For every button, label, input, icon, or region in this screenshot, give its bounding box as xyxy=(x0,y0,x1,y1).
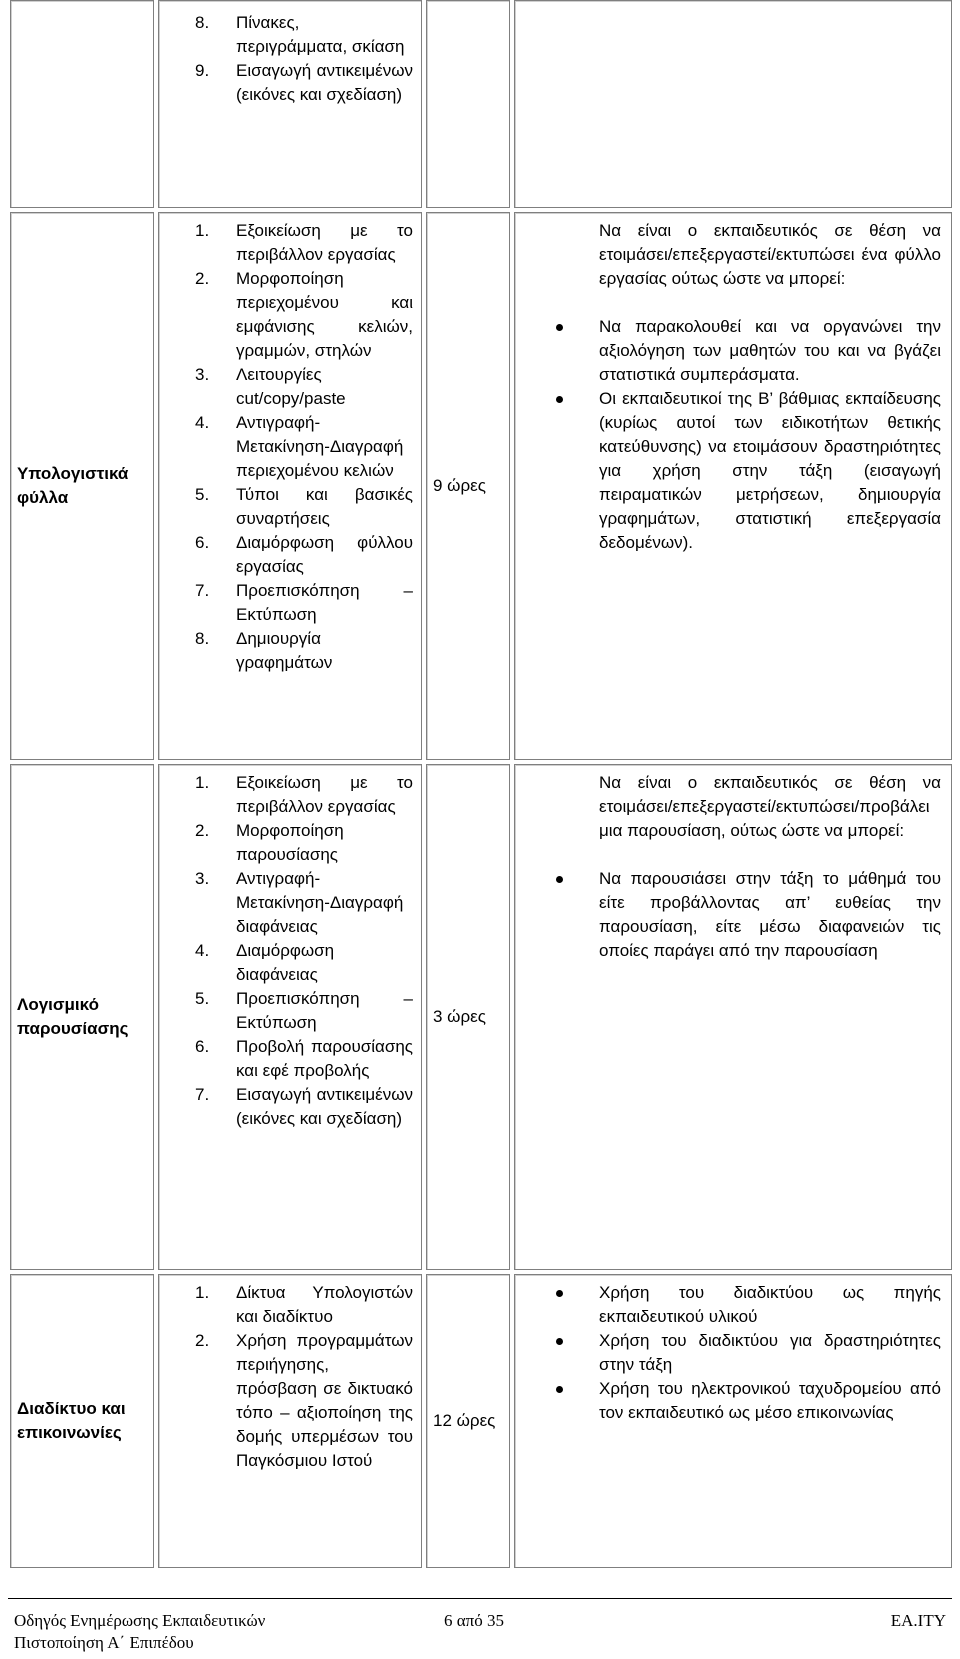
description-block xyxy=(599,219,941,555)
category-cell xyxy=(10,764,154,1270)
list-item: 1. Δίκτυα Υπολογιστών και διαδίκτυο xyxy=(195,1283,413,1326)
list-item: 5. Τύποι και βασικές συναρτήσεις xyxy=(195,485,413,528)
footer-divider xyxy=(8,1598,952,1599)
page-number: 6 από 35 xyxy=(444,1611,504,1630)
description-block xyxy=(599,1281,941,1425)
list-item: 9. Εισαγωγή αντικειμένων (εικόνες και σχεδίαση) xyxy=(195,61,413,104)
list-item: 2. Μορφοποίηση παρουσίασης xyxy=(195,821,344,864)
list-item: 8. Πίνακες, περιγράμματα, σκίαση xyxy=(195,13,405,56)
footer-organization: ΕΑ.ΙΤΥ xyxy=(890,1611,946,1630)
list-item: 3. Λειτουργίες cut/copy/paste xyxy=(195,365,346,408)
topics-cell xyxy=(158,764,422,1270)
bullet-icon xyxy=(556,396,563,403)
description-cell xyxy=(514,1274,952,1568)
footer-left xyxy=(14,1610,265,1654)
list-item: Οι εκπαιδευτικοί της Β’ βάθμιας εκπαίδευσης (κυρίως αυτοί των ειδικοτήτων θετικής κατεύθυνσης) να ετοιμάσουν δραστηριότητες για χρήση στην τάξη (εισαγωγή πειραματικών μετρήσεων, δημιουργία γραφημάτων, στατιστική επεξεργασία δεδομένων). xyxy=(599,387,941,555)
category-label: Υπολογιστικά φύλλα xyxy=(17,464,129,507)
description-intro: Να είναι ο εκπαιδευτικός σε θέση να ετοιμάσει/επεξεργαστεί/εκτυπώσει/προβάλει μια παρουσίαση, ούτως ώστε να μπορεί: xyxy=(599,773,941,840)
topics-cell xyxy=(158,0,422,208)
list-item: 5. Προεπισκόπηση – Εκτύπωση xyxy=(195,989,413,1032)
bullet-icon xyxy=(556,876,563,883)
category-cell xyxy=(10,1274,154,1568)
bullet-icon xyxy=(556,1386,563,1393)
list-item: 6. Προβολή παρουσίασης και εφέ προβολής xyxy=(195,1037,413,1080)
list-item: 2. Μορφοποίηση περιεχομένου και εμφάνισης κελιών, γραμμών, στηλών xyxy=(195,269,413,360)
list-item: 1. Εξοικείωση με το περιβάλλον εργασίας xyxy=(195,773,413,816)
list-item: Χρήση του διαδικτύου ως πηγής εκπαιδευτικού υλικού xyxy=(599,1281,941,1329)
footer-guide-title: Οδηγός Ενημέρωσης Εκπαιδευτικών xyxy=(14,1611,266,1630)
topics-cell xyxy=(158,212,422,760)
category-label: Λογισμικό παρουσίασης xyxy=(17,995,129,1038)
topics-list xyxy=(195,771,413,1131)
hours-label: 9 ώρες xyxy=(433,476,486,495)
bullet-icon xyxy=(556,324,563,331)
table-row xyxy=(8,0,952,208)
description-cell xyxy=(514,764,952,1270)
bullet-list xyxy=(599,315,941,555)
description-intro: Να είναι ο εκπαιδευτικός σε θέση να ετοιμάσει/επεξεργαστεί/εκτυπώσει ένα φύλλο εργασίας ούτως ώστε να μπορεί: xyxy=(599,221,941,288)
list-item: 2. Χρήση προγραμμάτων περιήγησης, πρόσβαση σε δικτυακό τόπο – αξιοποίηση της δομής υπερμέσων του Παγκόσμιου Ιστού xyxy=(195,1331,413,1470)
description-block xyxy=(599,771,941,963)
list-item: Χρήση του ηλεκτρονικού ταχυδρομείου από τον εκπαιδευτικό ως μέσο επικοινωνίας xyxy=(599,1377,941,1425)
table-row xyxy=(8,1274,952,1568)
list-item: 8. Δημιουργία γραφημάτων xyxy=(195,629,333,672)
category-cell xyxy=(10,0,154,208)
list-item: 4. Αντιγραφή-Μετακίνηση-Διαγραφή περιεχομένου κελιών xyxy=(195,413,404,480)
category-label: Διαδίκτυο και επικοινωνίες xyxy=(17,1399,126,1442)
topics-list xyxy=(195,219,413,675)
list-item: 7. Προεπισκόπηση – Εκτύπωση xyxy=(195,581,413,624)
description-cell xyxy=(514,212,952,760)
topics-cell xyxy=(158,1274,422,1568)
list-item: 4. Διαμόρφωση διαφάνειας xyxy=(195,941,335,984)
list-item: 6. Διαμόρφωση φύλλου εργασίας xyxy=(195,533,413,576)
list-item: Να παρουσιάσει στην τάξη το μάθημά του είτε προβάλλοντας απ’ ευθείας την παρουσίαση, είτε μέσω διαφανειών τις οποίες παράγει από την παρουσίαση xyxy=(599,867,941,963)
list-item: 3. Αντιγραφή-Μετακίνηση-Διαγραφή διαφάνειας xyxy=(195,869,404,936)
curriculum-table xyxy=(8,0,952,1570)
bullet-icon xyxy=(556,1338,563,1345)
hours-cell xyxy=(426,1274,510,1568)
list-item: Να παρακολουθεί και να οργανώνει την αξιολόγηση των μαθητών του και να βγάζει στατιστικά συμπεράσματα. xyxy=(599,315,941,387)
list-item: Χρήση του διαδικτύου για δραστηριότητες στην τάξη xyxy=(599,1329,941,1377)
hours-cell xyxy=(426,0,510,208)
bullet-list xyxy=(599,1281,941,1425)
table-row xyxy=(8,764,952,1270)
footer-certification-level: Πιστοποίηση Α΄ Επιπέδου xyxy=(14,1633,194,1652)
bullet-icon xyxy=(556,1290,563,1297)
list-item: 7. Εισαγωγή αντικειμένων (εικόνες και σχεδίαση) xyxy=(195,1085,413,1128)
description-cell xyxy=(514,0,952,208)
category-cell xyxy=(10,212,154,760)
topics-list xyxy=(195,11,413,107)
table-row xyxy=(8,212,952,760)
hours-label: 12 ώρες xyxy=(433,1411,496,1430)
hours-cell xyxy=(426,212,510,760)
hours-label: 3 ώρες xyxy=(433,1007,486,1026)
hours-cell xyxy=(426,764,510,1270)
topics-list xyxy=(195,1281,413,1473)
bullet-list xyxy=(599,867,941,963)
list-item: 1. Εξοικείωση με το περιβάλλον εργασίας xyxy=(195,221,413,264)
